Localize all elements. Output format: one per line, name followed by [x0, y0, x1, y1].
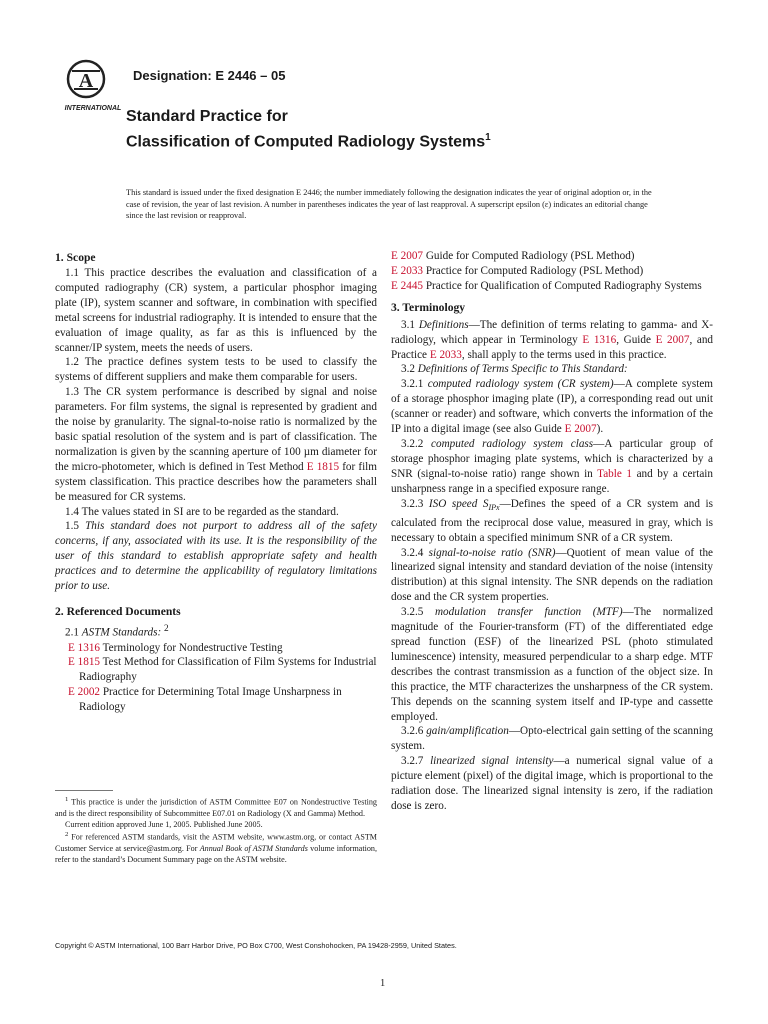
- astm-logo-icon: [62, 58, 124, 114]
- para-3-2-6: 3.2.6 gain/amplification—Opto-electrical gain setting of the scanning system.: [391, 725, 714, 753]
- ref-item: E 2033 Practice for Computed Radiology (PSL Method): [391, 264, 644, 277]
- link-e1815[interactable]: E 1815: [306, 460, 340, 473]
- para-3-1: 3.1 Definitions—The definition of terms relating to gamma- and X-radiology, which appear in Terminology E 1316, Guide E 2007, and Practice E 2033, shall apply to the terms used in this practice.: [391, 318, 714, 361]
- astm-logo: [62, 58, 124, 114]
- ref-item: E 1316 Terminology for Nondestructive Testing: [68, 641, 283, 654]
- para-2-1: 2.1 ASTM Standards: $^2$: [65, 623, 169, 639]
- document-title: [126, 106, 491, 152]
- refdocs-heading: 2. Referenced Documents: [55, 604, 181, 618]
- link-e2033[interactable]: E 2033: [391, 264, 424, 277]
- para-3-2-2: 3.2.2 computed radiology system class—A particular group of storage phosphor imaging plate systems, which is characterized by a SNR (signal-to-noise ratio) range shown in Table 1 and by a certain unsharpness range in a specified exposure range.: [391, 437, 713, 495]
- footnotes: [55, 795, 377, 866]
- link-e2007[interactable]: E 2007: [391, 250, 424, 262]
- footnote-1: $^1$ This practice is under the jurisdiction of ASTM Committee E07 on Nondestructive Testing and is the direct responsibility of Subcommittee E07.01 on Radiology (X and Gamma) Method.: [55, 796, 377, 818]
- para-1-2: 1.2 The practice defines system tests to be used to classify the systems of different suppliers and make them comparable for users.: [55, 356, 377, 384]
- page-number: 1: [380, 978, 386, 989]
- para-3-2-1: 3.2.1 computed radiology system (CR system)—A complete system of a storage phosphor imaging plate (IP), a corresponding read out unit (scanner or reader) and software, which converts the information of the IP into a digital image (see also Guide E 2007).: [391, 378, 714, 436]
- designation: Designation: E 2446 – 05: [133, 68, 286, 83]
- footnote-1b: Current edition approved June 1, 2005. Published June 2005.: [65, 819, 263, 829]
- terminology-heading: 3. Terminology: [391, 300, 466, 314]
- para-1-4: 1.4 The values stated in SI are to be regarded as the standard.: [65, 505, 339, 518]
- title-footnote-mark: 1: [485, 132, 491, 143]
- link-e2002[interactable]: E 2002: [68, 686, 101, 699]
- para-3-2-7: 3.2.7 linearized signal intensity—a numerical signal value of a picture element (pixel) of the digital image, which is proportional to the radiation dose. The linearized signal intensity is zero, if the radiation dose is zero.: [391, 755, 713, 812]
- title-line-2: Classification of Computed Radiology Systems$^1$: [126, 132, 491, 151]
- left-column: [55, 250, 377, 715]
- link-e2033-t[interactable]: E 2033: [429, 348, 462, 361]
- scope-heading: 1. Scope: [55, 251, 96, 264]
- svg-text:A: A: [78, 70, 94, 92]
- ref-item: E 2445 Practice for Qualification of Computed Radiography Systems: [391, 279, 702, 292]
- footnote-2: $^2$ For referenced ASTM standards, visit the ASTM website, www.astm.org, or contact ASTM Customer Service at service@astm.org. For Annual Book of ASTM Standards volume information, refer to the standard’s Document Summary page on the ASTM website.: [55, 831, 377, 864]
- link-e1316[interactable]: E 1316: [68, 641, 101, 654]
- copyright-notice: Copyright © ASTM International, 100 Barr Harbor Drive, PO Box C700, West Conshohocken, PA 19428-2959, United States.: [55, 941, 457, 950]
- link-e2445[interactable]: E 2445: [391, 279, 424, 292]
- link-e1815-ref[interactable]: E 1815: [68, 656, 101, 669]
- preamble: This standard is issued under the fixed designation E 2446; the number immediately following the designation indicates the year of original adoption or, in the case of revision, the year of last revision. A number in parentheses indicates the year of last reapproval. A superscript epsilon (ε) indicates an editorial change since the last revision or reapproval.: [126, 188, 652, 221]
- para-1-5: 1.5 This standard does not purport to address all of the safety concerns, if any, associated with its use. It is the responsibility of the user of this standard to establish appropriate safety and health practices and to determine the applicability of regulatory limitations prior to use.: [55, 520, 377, 593]
- para-1-1: 1.1 This practice describes the evaluation and classification of a computed radiography (CR) system, a particular phosphor imaging plate (IP), system scanner and software, in combination with specified metal screens for industrial radiography. It is intended to ensure that the evaluation of image quality, as far as this is influenced by the scanner/IP system, meets the needs of users.: [55, 267, 377, 354]
- para-3-2-5: 3.2.5 modulation transfer function (MTF)—The normalized magnitude of the Fourier-transform (FT) of the differentiated edge spread function (ESF) of the linearized PSL (photo stimulated luminescence) intensity, measured perpendicular to a sharp edge. MTF describes the contrast transmission as a function of the object size. In this practice, the MTF characterizes the unsharpness of the CR system. This depends on the scanning system itself and IP-type and cassette employed.: [391, 606, 714, 723]
- para-3-2: 3.2 Definitions of Terms Specific to This Standard:: [401, 363, 628, 376]
- ref-item: E 1815 Test Method for Classification of Film Systems for Industrial Radiography: [68, 656, 377, 684]
- right-column: [391, 249, 713, 814]
- link-e2007-t[interactable]: E 2007: [655, 333, 690, 346]
- para-1-3: 1.3 The CR system performance is described by signal and noise parameters. For film systems, the signal is represented by gradient and the noise by granularity. The signal-to-noise ratio is normalized by the basic spatial resolution of the system and is part of classification. The normalization is given by the scanning aperture of 100 µm diameter for the micro-photometer, which is defined in Test Method E 1815 for film system classification. This practice describes how the parameters shall be measured for CR systems.: [55, 386, 377, 503]
- para-3-2-3: 3.2.3 ISO speed $S_{IPx}—Defines$ the speed of a CR system and is calculated from the reciprocal dose value, measured in gray, which is necessary to obtain a specified minimum SNR of a CR system.: [391, 497, 713, 544]
- para-3-2-4: 3.2.4 signal-to-noise ratio (SNR)—Quotient of mean value of the linearized signal intensity and standard deviation of the noise (intensity distribution) at this signal intensity. The SNR depends on the radiation dose and the CR system properties.: [391, 546, 714, 604]
- link-table-1[interactable]: Table 1: [597, 467, 632, 480]
- footnote-rule: [55, 790, 113, 791]
- link-e1316-t[interactable]: E 1316: [582, 333, 617, 346]
- title-line-1: Standard Practice for: [126, 108, 288, 125]
- link-e2007-g[interactable]: E 2007: [564, 423, 597, 436]
- ref-item: E 2002 Practice for Determining Total Image Unsharpness in Radiology: [68, 686, 342, 714]
- logo-wordmark: INTERNATIONAL: [64, 105, 122, 112]
- ref-item: E 2007 Guide for Computed Radiology (PSL Method): [391, 250, 635, 262]
